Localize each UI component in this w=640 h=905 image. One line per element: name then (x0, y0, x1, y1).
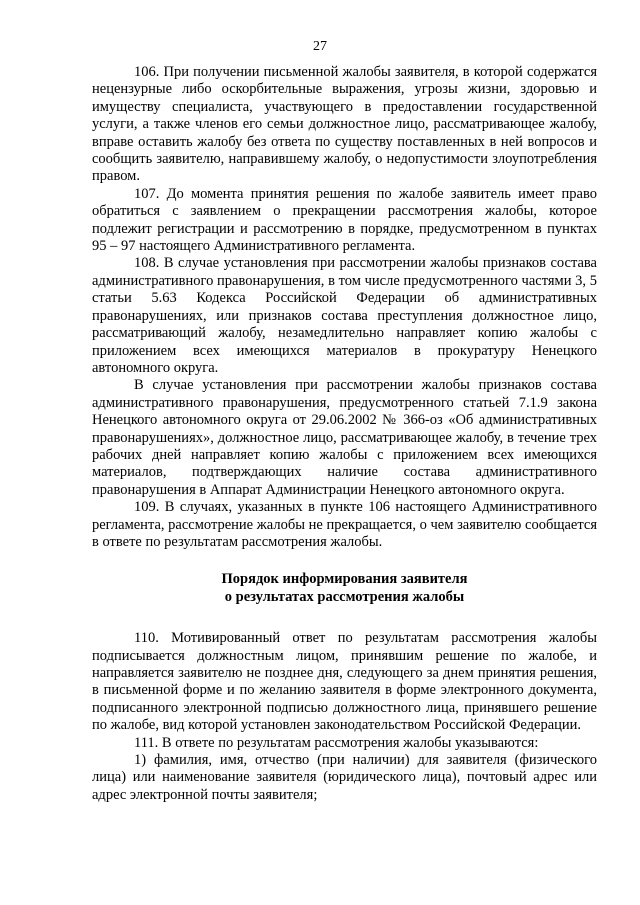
paragraph-106: 106. При получении письменной жалобы заявителя, в которой содержатся нецензурные либо оскорбительные выражения, угрозы жизни, здоровью и имуществу специалиста, участвующего в предоставлении государственной услуги, а также членов его семьи должностное лицо, рассматривающее жалобу, вправе оставить жалобу без ответа по существу поставленных в ней вопросов и сообщить заявителю, направившему жалобу, о недопустимости злоупотребления правом. (92, 64, 597, 185)
section-heading (92, 571, 597, 606)
paragraph-110: 110. Мотивированный ответ по результатам рассмотрения жалобы подписывается должностным лицом, принявшим решение по жалобе, и направляется заявителю не позднее дня, следующего за днем принятия решения, в письменной форме и по желанию заявителя в форме электронного документа, подписанного электронной подписью должностного лица, принявшего решение по жалобе, вид которой установлен законодательством Российской Федерации. (92, 630, 597, 734)
document-body (92, 64, 597, 804)
paragraph-109: 109. В случаях, указанных в пункте 106 настоящего Административного регламента, рассмотрение жалобы не прекращается, о чем заявителю сообщается в ответе по результатам рассмотрения жалобы. (92, 499, 597, 550)
paragraph-107: 107. До момента принятия решения по жалобе заявитель имеет право обратиться с заявлением о прекращении рассмотрения жалобы, которое подлежит регистрации и рассмотрению в порядке, предусмотренном в пунктах 95 – 97 настоящего Административного регламента. (92, 185, 597, 255)
section-heading-line-1: Порядок информирования заявителя (221, 571, 468, 588)
page-number: 27 (313, 39, 327, 54)
paragraph-111-item-1: 1) фамилия, имя, отчество (при наличии) для заявителя (физического лица) или наименование заявителя (юридического лица), почтовый адрес или адрес электронной почты заявителя; (92, 752, 597, 803)
paragraph-108-continued: В случае установления при рассмотрении жалобы признаков состава административного правонарушения, предусмотренного статьей 7.1.9 закона Ненецкого автономного округа от 29.06.2002 № 366-оз «Об административных правонарушениях», должностное лицо, рассматривающее жалобу, в течение трех рабочих дней направляет копию жалобы с приложением всех имеющихся материалов, подтверждающих наличие состава административного правонарушения в Аппарат Администрации Ненецкого автономного округа. (92, 377, 597, 498)
paragraph-111: 111. В ответе по результатам рассмотрения жалобы указываются: (134, 734, 539, 751)
paragraph-108: 108. В случае установления при рассмотрении жалобы признаков состава административного правонарушения, в том числе предусмотренного частями 3, 5 статьи 5.63 Кодекса Российской Федерации об административных правонарушениях, или признаков состава преступления должностное лицо, рассматривающий жалобу, незамедлительно направляет копию жалобы с приложением всех имеющихся материалов в прокуратуру Ненецкого автономного округа. (92, 255, 597, 376)
section-heading-line-2: о результатах рассмотрения жалобы (224, 588, 465, 605)
